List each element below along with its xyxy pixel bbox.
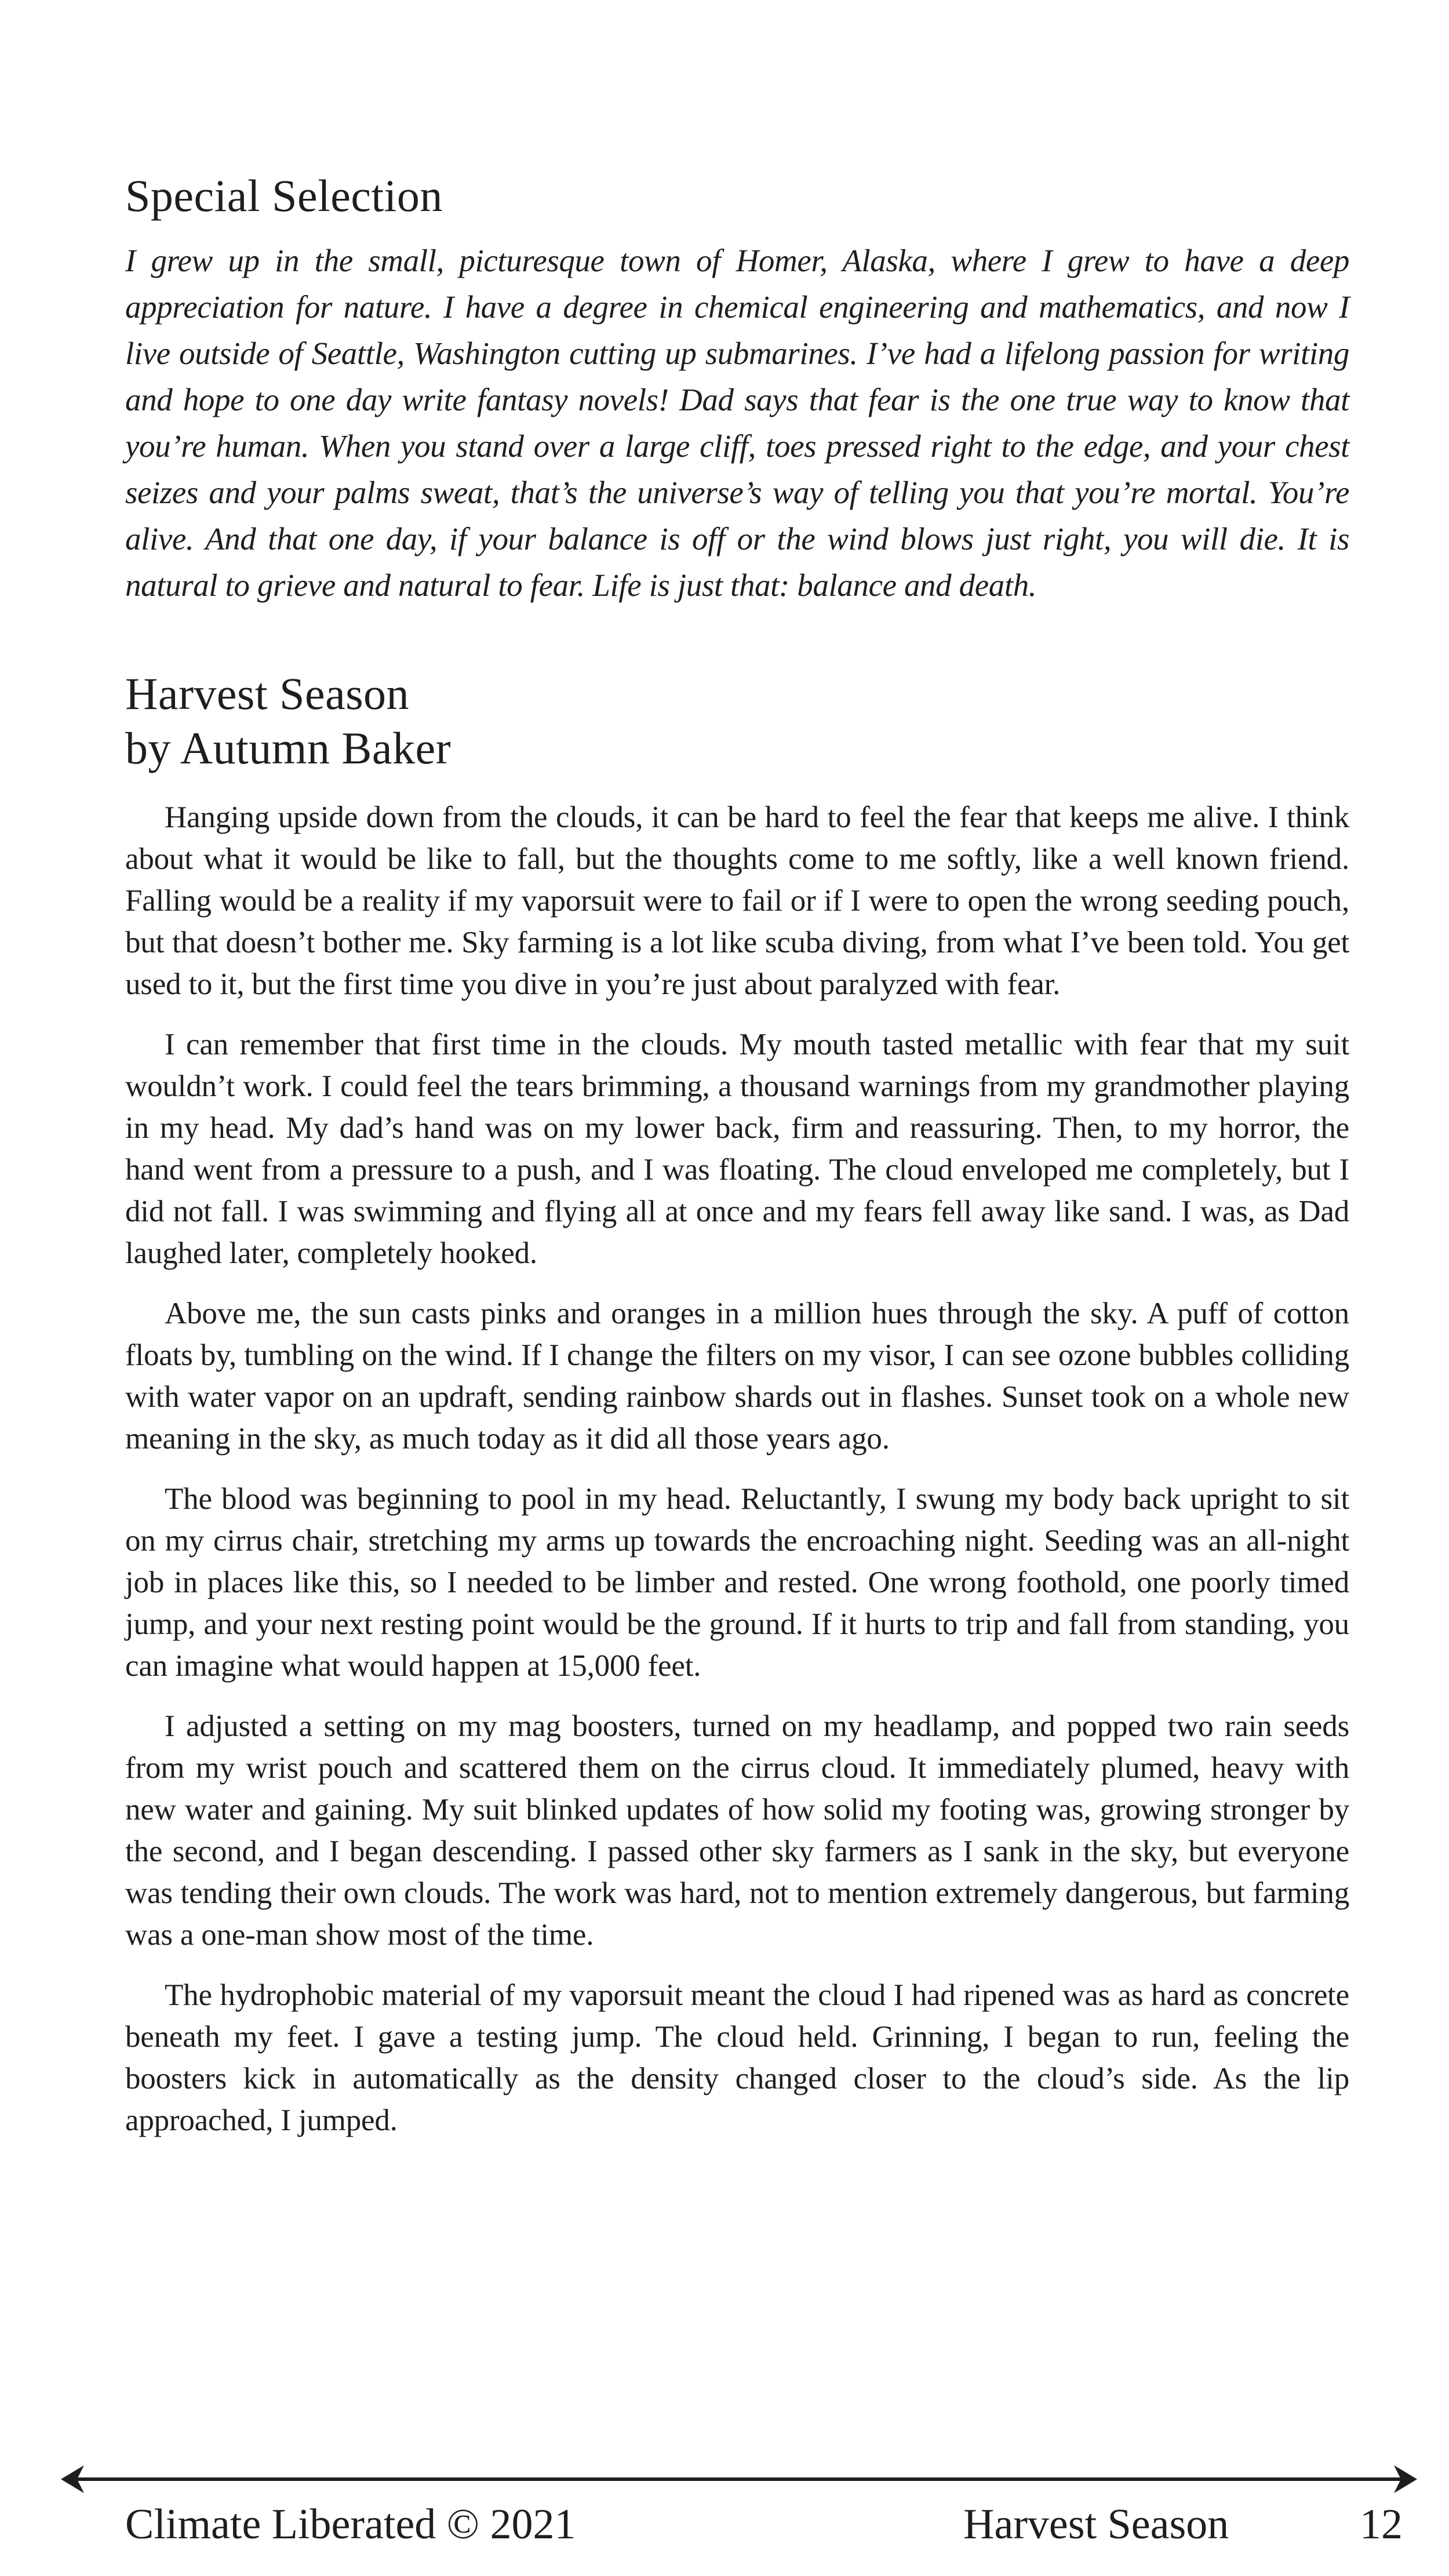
special-selection-heading: Special Selection: [125, 170, 443, 221]
story-byline: by Autumn Baker: [125, 723, 452, 773]
page-content: [125, 168, 1349, 2160]
story-paragraph: Hanging upside down from the clouds, it can be hard to feel the fear that keeps me alive. I think about what it would be like to fall, but the thoughts come to me softly, like a well known friend. Falling would be a reality if my vaporsuit were to fail or if I were to open the wrong seeding pouch, but that doesn’t bother me. Sky farming is a lot like scuba diving, from what I’ve been told. You get used to it, but the first time you dive in you’re just about paralyzed with fear.: [125, 801, 1349, 1001]
footer-publication: Climate Liberated © 2021: [125, 2501, 576, 2548]
author-bio: I grew up in the small, picturesque town of Homer, Alaska, where I grew to have a deep appreciation for nature. I have a degree in chemical engineering and mathematics, and now I live outside of Seattle, Washington cutting up submarines. I’ve had a lifelong passion for writing and hope to one day write fantasy novels! Dad says that fear is the one true way to know that you’re human. When you stand over a large cliff, toes pressed right to the edge, and your chest seizes and your palms sweat, that’s the universe’s way of telling you that you’re mortal. You’re alive. And that one day, if your balance is off or the wind blows just right, you will die. It is natural to grieve and natural to fear. Life is just that: balance and death.: [125, 243, 1349, 603]
story-title: Harvest Season: [125, 668, 410, 719]
footer-running-title: Harvest Season: [963, 2501, 1229, 2548]
story-paragraph: Above me, the sun casts pinks and oranges in a million hues through the sky. A puff of cotton floats by, tumbling on the wind. If I change the filters on my visor, I can see ozone bubbles colliding with water vapor on an updraft, sending rainbow shards out in flashes. Sunset took on a whole new meaning in the sky, as much today as it did all those years ago.: [125, 1297, 1349, 1456]
story-body: [125, 796, 1349, 2141]
footer-page-number: 12: [1360, 2501, 1403, 2548]
story-paragraph: The hydrophobic material of my vaporsuit meant the cloud I had ripened was as hard as concrete beneath my feet. I gave a testing jump. The cloud held. Grinning, I began to run, feeling the boosters kick in automatically as the density changed closer to the cloud’s side. As the lip approached, I jumped.: [125, 1978, 1349, 2137]
story-paragraph: I can remember that first time in the clouds. My mouth tasted metallic with fear that my suit wouldn’t work. I could feel the tears brimming, a thousand warnings from my grandmother playing in my head. My dad’s hand was on my lower back, firm and reassuring. Then, to my horror, the hand went from a pressure to a push, and I was floating. The cloud enveloped me completely, but I did not fall. I was swimming and flying all at once and my fears fell away like sand. I was, as Dad laughed later, completely hooked.: [125, 1028, 1349, 1270]
story-paragraph: The blood was beginning to pool in my head. Reluctantly, I swung my body back upright to sit on my cirrus chair, stretching my arms up towards the encroaching night. Seeding was an all-night job in places like this, so I needed to be limber and rested. One wrong foothold, one poorly timed jump, and your next resting point would be the ground. If it hurts to trip and fall from standing, you can imagine what would happen at 15,000 feet.: [125, 1482, 1349, 1683]
story-title-block: [125, 667, 1349, 776]
story-paragraph: I adjusted a setting on my mag boosters, turned on my headlamp, and popped two rain seeds from my wrist pouch and scattered them on the cirrus cloud. It immediately plumed, heavy with new water and gaining. My suit blinked updates of how solid my footing was, growing stronger by the second, and I began descending. I passed other sky farmers as I sank in the sky, but everyone was tending their own clouds. The work was hard, not to mention extremely dangerous, but farming was a one-man show most of the time.: [125, 1709, 1349, 1952]
footer-double-arrow-rule: [61, 2462, 1417, 2497]
page-footer: [125, 2498, 1403, 2550]
